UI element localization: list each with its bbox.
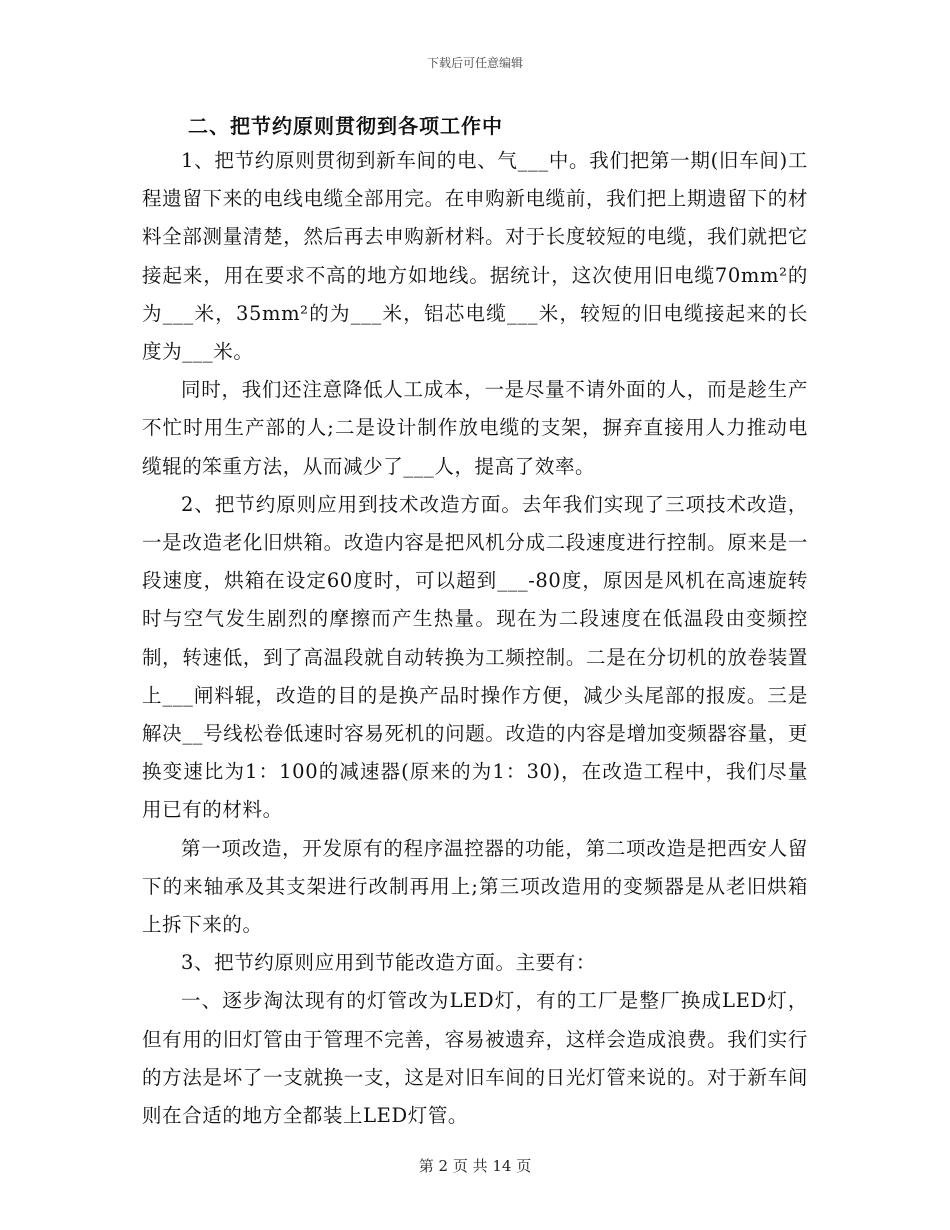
section-heading: 二、把节约原则贯彻到各项工作中: [188, 114, 503, 138]
paragraph-led-lighting: 一、逐步淘汰现有的灯管改为LED灯，有的工厂是整厂换成LED灯，但有用的旧灯管由于管理不完善，容易被遗弃，这样会造成浪费。我们实行的方法是坏了一支就换一支，这是对旧车间的日光灯管来说的。对于新车间则在合适的地方全都装上LED灯管。: [142, 989, 808, 1128]
page-header-note: 下载后可任意编辑: [426, 56, 523, 70]
paragraph-electric-cable: 1、把节约原则贯彻到新车间的电、气___中。我们把第一期(旧车间)工程遗留下来的电线电缆全部用完。在申购新电缆前，我们把上期遗留下的材料全部测量清楚，然后再去申购新材料。对于长度较短的电缆，我们就把它接起来，用在要求不高的地方如地线。据统计，这次使用旧电缆70mm²的为___米，35mm²的为___米，铝芯电缆___米，较短的旧电缆接起来的长度为___米。: [142, 149, 808, 364]
paragraph-tech-renovation: 2、把节约原则应用到技术改造方面。去年我们实现了三项技术改造，一是改造老化旧烘箱。改造内容是把风机分成二段速度进行控制。原来是一段速度，烘箱在设定60度时，可以超到___-80度，原因是风机在高速旋转时与空气发生剧烈的摩擦而产生热量。现在为二段速度在低温段由变频控制，转速低，到了高温段就自动转换为工频控制。二是在分切机的放卷装置上___闸料辊，改造的目的是换产品时操作方便，减少头尾部的报废。三是解决__号线松卷低速时容易死机的问题。改造的内容是增加变频器容量，更换变速比为1：100的减速器(原来的为1：30)，在改造工程中，我们尽量用已有的材料。: [142, 492, 808, 822]
paragraph-labor-cost: 同时，我们还注意降低人工成本，一是尽量不请外面的人，而是趁生产不忙时用生产部的人;二是设计制作放电缆的支架，摒弃直接用人力推动电缆辊的笨重方法，从而减少了___人，提高了效率。: [142, 378, 808, 478]
page-number-footer: 第 2 页 共 14 页: [418, 1157, 532, 1175]
document-body: [142, 110, 808, 1135]
paragraph-renovation-details: 第一项改造，开发原有的程序温控器的功能，第二项改造是把西安人留下的来轴承及其支架进行改制再用上;第三项改造用的变频器是从老旧烘箱上拆下来的。: [142, 836, 808, 937]
paragraph-energy-saving: 3、把节约原则应用到节能改造方面。主要有：: [181, 951, 597, 975]
